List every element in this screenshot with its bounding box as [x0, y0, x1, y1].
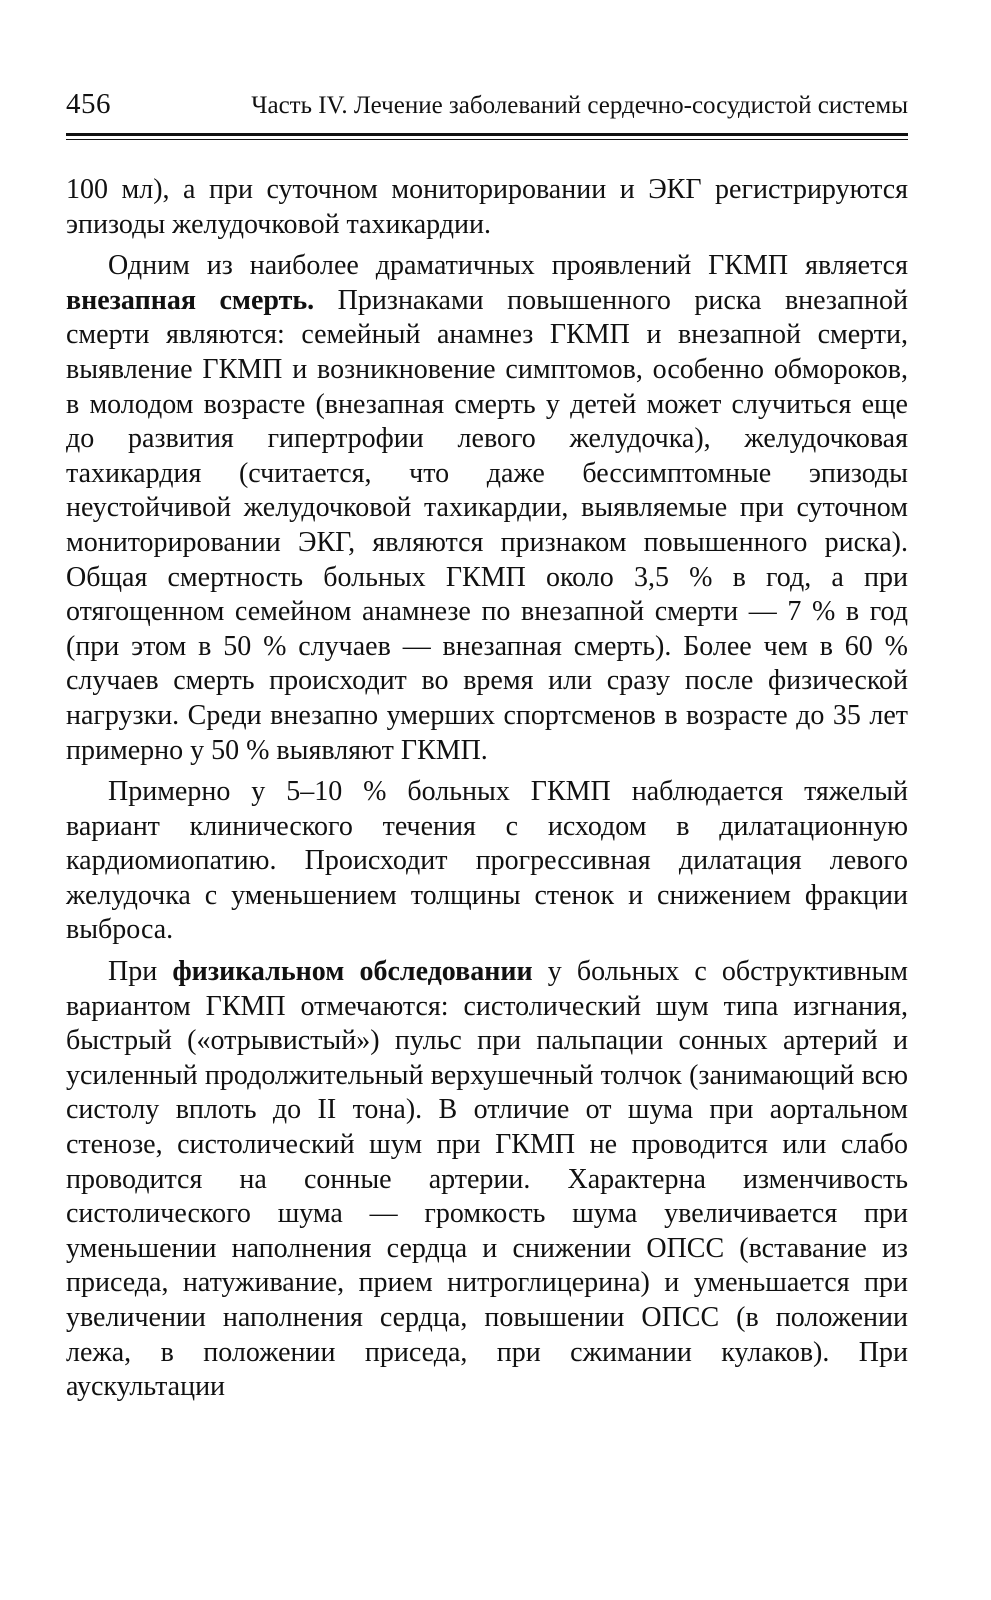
term-sudden-death: внезапная смерть.	[66, 284, 315, 316]
paragraph-4	[66, 955, 908, 1405]
running-title: Часть IV. Лечение заболеваний сердечно-сосудистой системы	[251, 92, 908, 119]
page-header	[66, 84, 908, 128]
page-number: 456	[66, 88, 111, 120]
paragraph-1	[66, 173, 908, 242]
header-rule-thick	[66, 133, 908, 136]
paragraph-2-text-start: Одним из наиболее драматичных проявлений ГКМП является	[108, 250, 908, 282]
paragraph-2	[66, 249, 908, 768]
paragraph-3	[66, 775, 908, 948]
term-physical-examination: физикальном обследовании	[172, 956, 533, 988]
paragraph-3-text: Примерно у 5–10 % больных ГКМП наблюдается тяжелый вариант клинического течения с исходом в дилатационную кардиомиопатию. Происходит прогрессивная дилатация левого желудочка с уменьшением толщины стенок и снижением фракции выброса.	[66, 776, 908, 946]
paragraph-1-text: 100 мл), а при суточном мониторировании и ЭКГ регистрируются эпизоды желудочковой тахикардии.	[66, 174, 908, 240]
paragraph-2-text-rest: Признаками повышенного риска внезапной смерти являются: семейный анамнез ГКМП и внезапной смерти, выявление ГКМП и возникновение симптомов, особенно обмороков, в молодом возрасте (внезапная смерть у детей может случиться еще до развития гипертрофии левого желудочка), желудочковая тахикардия (считается, что даже бессимптомные эпизоды неустойчивой желудочковой тахикардии, выявляемые при суточном мониторировании ЭКГ, являются признаком повышенного риска). Общая смертность больных ГКМП около 3,5 % в год, а при отягощенном семейном анамнезе по внезапной смерти — 7 % в год (при этом в 50 % случаев — внезапная смерть). Более чем в 60 % случаев смерть происходит во время или сразу после физической нагрузки. Среди внезапно умерших спортсменов в возрасте до 35 лет примерно у 50 % выявляют ГКМП.	[66, 284, 908, 766]
paragraph-4-text-rest: у больных с обструктивным вариантом ГКМП отмечаются: систолический шум типа изгнания, быстрый («отрывистый») пульс при пальпации сонных артерий и усиленный продолжительный верхушечный толчок (занимающий всю систолу вплоть до II тона). В отличие от шума при аортальном стенозе, систолический шум при ГКМП не проводится или слабо проводится на сонные артерии. Характерна изменчивость систолического шума — громкость шума увеличивается при уменьшении наполнения сердца и снижении ОПСС (вставание из приседа, натуживание, прием нитроглицерина) и уменьшается при увеличении наполнения сердца, повышении ОПСС (в положении лежа, в положении приседа, при сжимании кулаков). При аускультации	[66, 956, 908, 1403]
paragraph-4-text-start: При	[108, 956, 173, 988]
header-rule-thin	[66, 139, 908, 140]
body-text	[66, 173, 908, 1412]
